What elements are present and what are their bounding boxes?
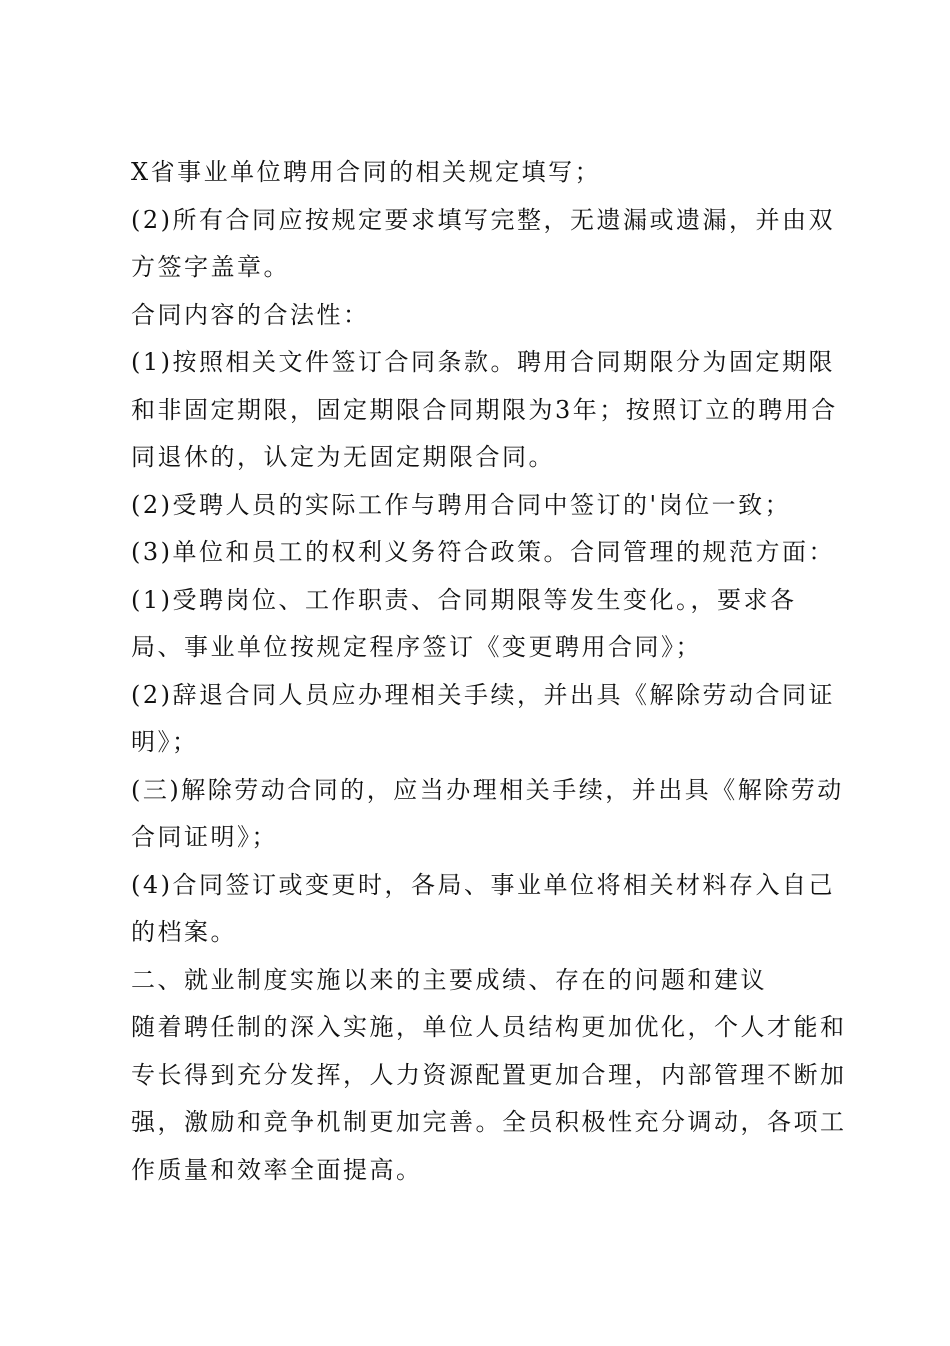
text-line: (三)解除劳动合同的，应当办理相关手续，并出具《解除劳动 [131,775,844,804]
text-line: 明》； [131,728,199,756]
text-line: 合同证明》； [131,823,278,851]
text-line: 的档案。 [131,918,237,946]
text-line: 强，激励和竞争机制更加完善。全员积极性充分调动，各项工 [131,1108,847,1136]
text-line: 作质量和效率全面提高。 [131,1155,423,1184]
text-line: 局、事业单位按规定程序签订《变更聘用合同》； [131,633,702,661]
text-line: (1)按照相关文件签订合同条款。聘用合同期限分为固定期限 [131,348,835,376]
section-heading: 二、就业制度实施以来的主要成绩、存在的问题和建议 [131,965,767,994]
text-line: 方签字盖章。 [131,253,290,281]
text-line: 合同内容的合法性： [131,300,370,329]
text-line: 随着聘任制的深入实施，单位人员结构更加优化，个人才能和 [131,1013,847,1041]
text-line: 同退休的，认定为无固定期限合同。 [131,443,555,471]
text-line: (2)所有合同应按规定要求填写完整，无遗漏或遗漏，并由双 [131,205,835,234]
text-line: X省事业单位聘用合同的相关规定填写； [131,158,602,186]
text-line: (2)受聘人员的实际工作与聘用合同中签订的'岗位一致； [131,490,792,519]
text-line: (1)受聘岗位、工作职责、合同期限等发生变化。，要求各 [131,585,797,614]
text-line: (4)合同签订或变更时，各局、事业单位将相关材料存入自己 [131,870,835,899]
text-line: 专长得到充分发挥，人力资源配置更加合理，内部管理不断加 [131,1060,847,1089]
text-line: (3)单位和员工的权利义务符合政策。合同管理的规范方面： [131,538,835,566]
text-line: (2)辞退合同人员应办理相关手续，并出具《解除劳动合同证 [131,680,835,709]
text-line: 和非固定期限，固定期限合同期限为3年；按照订立的聘用合 [131,395,838,424]
document-body [131,149,847,1194]
